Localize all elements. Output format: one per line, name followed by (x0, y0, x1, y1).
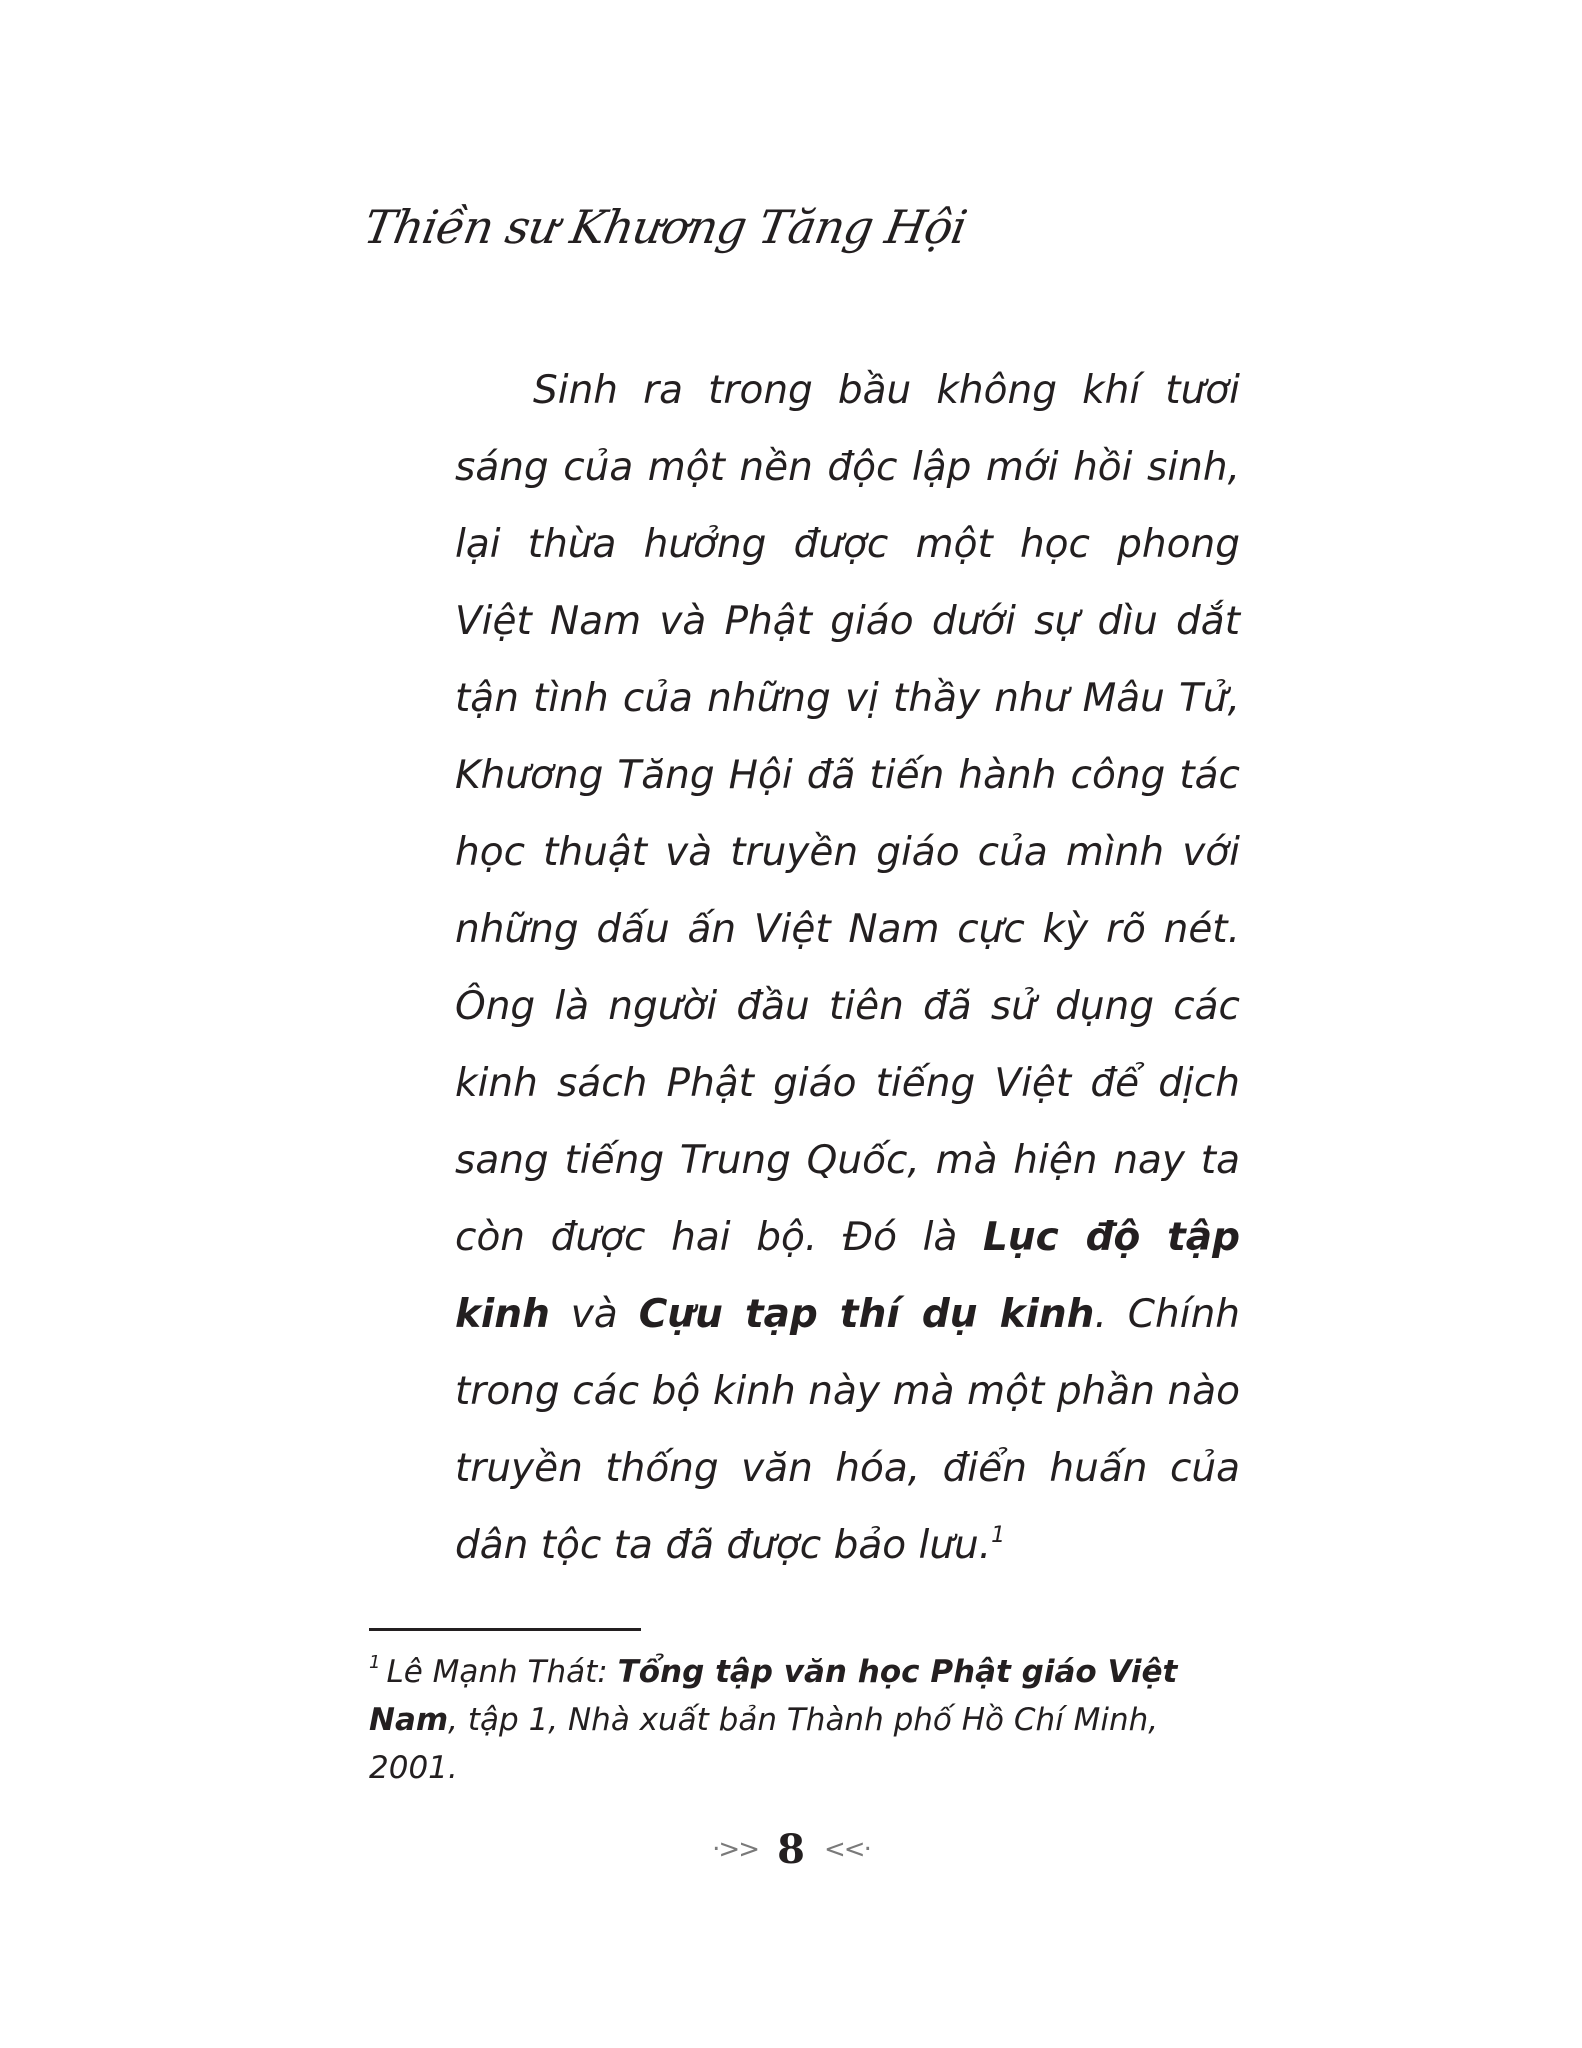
right-ornament-icon: <<· (824, 1834, 870, 1865)
body-paragraph (455, 352, 1240, 1584)
body-text-part-1: Sinh ra trong bầu không khí tươi sáng của một nền độc lập mới hồi sinh, lại thừa hưởng được một học phong Việt Nam và Phật giáo dưới sự dìu dắt tận tình của những vị thầy như Mâu Tử, Khương Tăng Hội đã tiến hành công tác học thuật và truyền giáo của mình với những dấu ấn Việt Nam cực kỳ rõ nét. Ông là người đầu tiên đã sử dụng các kinh sách Phật giáo tiếng Việt để dịch sang tiếng Trung Quốc, mà hiện nay ta còn được hai bộ. Đó là (455, 368, 1240, 1260)
footnote-details: , tập 1, Nhà xuất bản Thành phố Hồ Chí Minh, 2001. (369, 1702, 1159, 1786)
left-ornament-icon: ·>> (712, 1834, 758, 1865)
body-text-part-3: . Chính trong các bộ kinh này mà một phần nào truyền thống văn hóa, điển huấn của dân tộc ta đã được bảo lưu. (455, 1292, 1240, 1568)
footnote-marker: 1 (369, 1652, 381, 1673)
page-footer (0, 1826, 1582, 1873)
footnote-author: Lê Mạnh Thát: (386, 1654, 618, 1690)
footnote-book-title: Tổng tập văn học Phật giáo Việt Nam (369, 1654, 1178, 1738)
footnote-reference[interactable]: 1 (991, 1523, 1006, 1548)
running-header: Thiền sư Khương Tăng Hội (360, 200, 971, 254)
page-number: 8 (777, 1826, 805, 1873)
body-text-part-2: và (549, 1292, 639, 1337)
book-title-luc-do-tap-kinh: Lục độ tập kinh (455, 1215, 1240, 1337)
footnote-separator (369, 1628, 641, 1631)
book-title-cuu-tap-thi-du-kinh: Cựu tạp thí dụ kinh (638, 1292, 1095, 1337)
footnote (369, 1648, 1249, 1792)
